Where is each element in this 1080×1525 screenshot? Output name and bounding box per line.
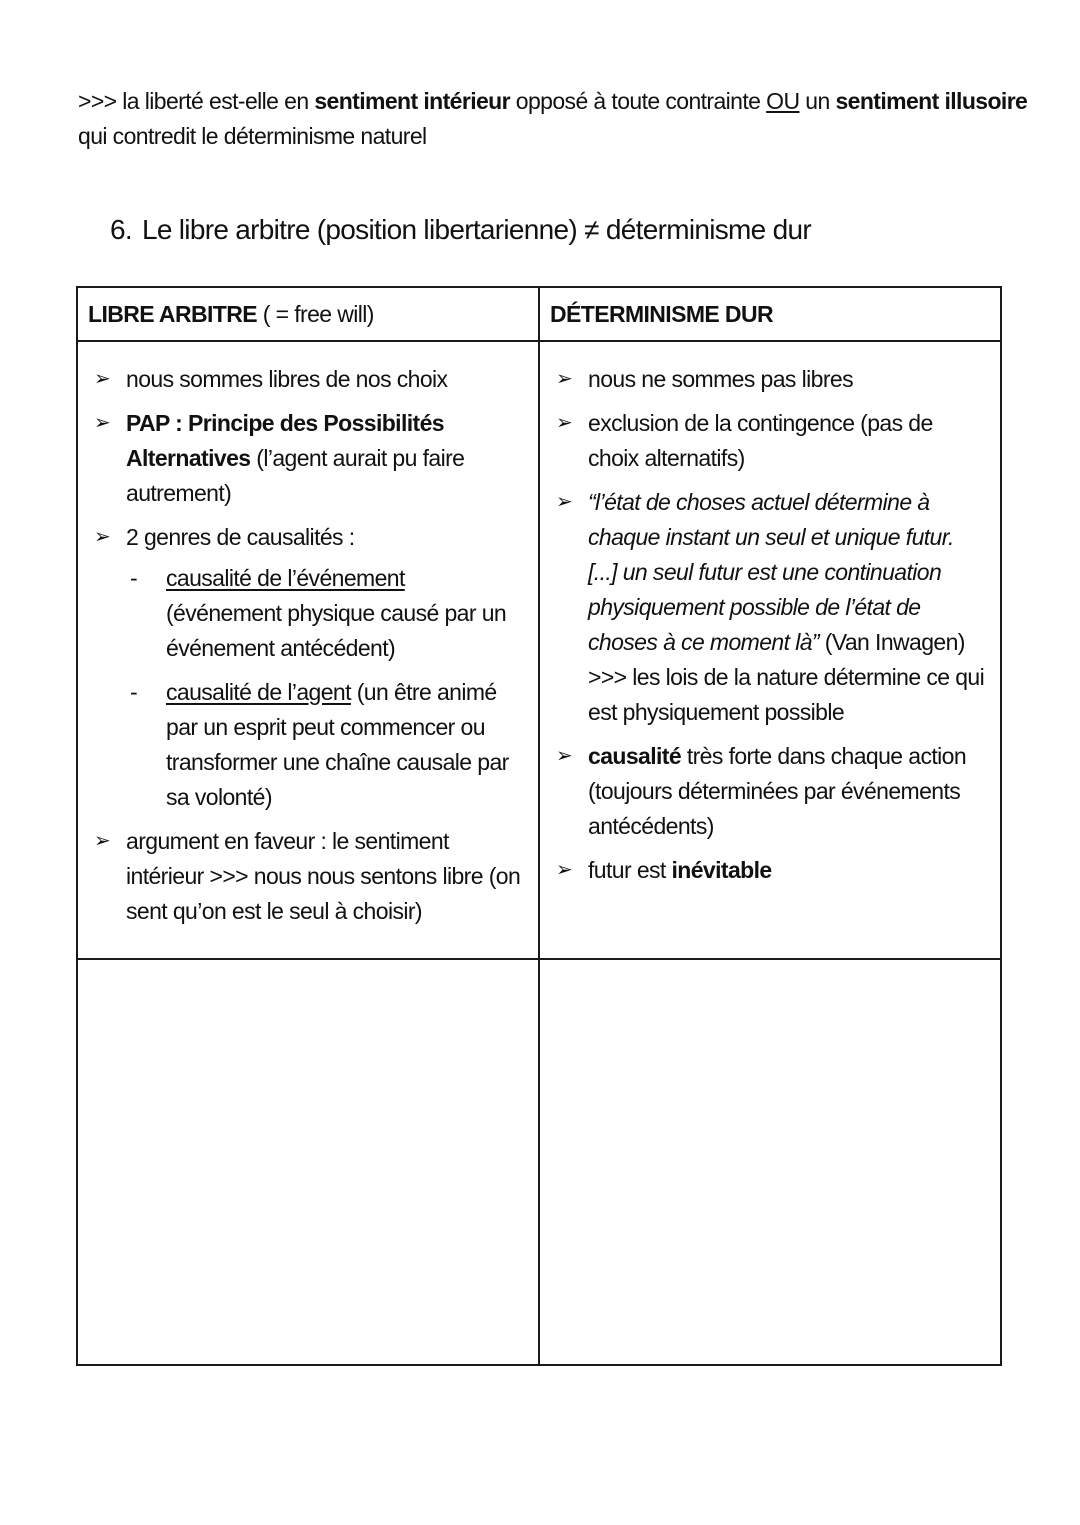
intro-underlined-or: OU bbox=[766, 88, 800, 114]
arrowhead-bullet-icon: ➢ bbox=[556, 368, 573, 390]
sub-list-item bbox=[94, 675, 524, 815]
empty-cell-right bbox=[539, 959, 1001, 1365]
quote-text: “l’état de choses actuel détermine à chaque instant un seul et unique futur. [...] un seul futur est une continuation physiquement possible de l’état de choses à ce moment là” bbox=[588, 489, 954, 655]
header-label-rest: ( = free will) bbox=[256, 301, 374, 327]
list-item-text: nous sommes libres de nos choix bbox=[126, 366, 448, 392]
table-content-row bbox=[77, 341, 1001, 959]
arrowhead-bullet-icon: ➢ bbox=[556, 859, 573, 881]
sub-item-underlined: causalité de l’événement bbox=[166, 565, 405, 591]
arrowhead-bullet-icon: ➢ bbox=[94, 368, 111, 390]
table-empty-row bbox=[77, 959, 1001, 1365]
dash-bullet: - bbox=[130, 679, 138, 705]
free-will-cell bbox=[77, 341, 539, 959]
intro-bold-inner-feeling: sentiment intérieur bbox=[314, 88, 510, 114]
intro-text: opposé à toute contrainte bbox=[509, 88, 767, 114]
list-item bbox=[556, 853, 986, 888]
empty-cell-left bbox=[77, 959, 539, 1365]
list-item-text: 2 genres de causalités : bbox=[126, 524, 355, 550]
sub-item-text: (un être animé par un esprit peut commencer ou transformer une chaîne causale par sa volonté) bbox=[166, 679, 509, 810]
sub-item-underlined: causalité de l’agent bbox=[166, 679, 351, 705]
sub-item-text: (événement physique causé par un événement antécédent) bbox=[166, 600, 507, 661]
arrowhead-bullet-icon: ➢ bbox=[556, 491, 573, 513]
header-free-will bbox=[77, 287, 539, 341]
list-item bbox=[556, 362, 986, 397]
header-label-bold: LIBRE ARBITRE bbox=[88, 301, 257, 327]
list-item-text: très forte dans chaque action (toujours déterminées par événements antécédents) bbox=[588, 743, 967, 839]
arrowhead-bullet-icon: ➢ bbox=[556, 745, 573, 767]
list-item-text: argument en faveur : le sentiment intérieur >>> nous nous sentons libre (on sent qu’on est le seul à choisir) bbox=[126, 828, 521, 924]
intro-text: qui contredit le déterminisme naturel bbox=[78, 123, 427, 149]
arrowhead-bullet-icon: ➢ bbox=[94, 412, 111, 434]
hard-determinism-cell bbox=[539, 341, 1001, 959]
table-header-row bbox=[77, 287, 1001, 341]
quote-author: (Van Inwagen) bbox=[818, 629, 965, 655]
section-heading bbox=[110, 210, 811, 250]
list-item-text: exclusion de la contingence (pas de choix alternatifs) bbox=[588, 410, 933, 471]
intro-prefix: >>> la liberté est-elle en bbox=[78, 88, 315, 114]
list-item-text: (l’agent aurait pu faire autrement) bbox=[126, 445, 465, 506]
list-item bbox=[94, 362, 524, 397]
list-item bbox=[556, 739, 986, 844]
intro-text: un bbox=[799, 88, 836, 114]
header-hard-determinism bbox=[539, 287, 1001, 341]
list-item-quote bbox=[556, 485, 986, 730]
dash-bullet: - bbox=[130, 565, 138, 591]
list-item-bold: inévitable bbox=[671, 857, 772, 883]
comparison-table bbox=[76, 286, 1002, 1366]
section-number: 6. bbox=[110, 214, 132, 245]
sub-list-item bbox=[94, 561, 524, 666]
intro-question bbox=[78, 84, 1038, 154]
header-label-bold: DÉTERMINISME DUR bbox=[550, 301, 773, 327]
list-item bbox=[94, 406, 524, 511]
arrowhead-bullet-icon: ➢ bbox=[94, 526, 111, 548]
arrowhead-bullet-icon: ➢ bbox=[556, 412, 573, 434]
section-title: Le libre arbitre (position libertarienne) ≠ déterminisme dur bbox=[141, 214, 811, 245]
list-item-text: nous ne sommes pas libres bbox=[588, 366, 853, 392]
arrowhead-bullet-icon: ➢ bbox=[94, 830, 111, 852]
list-item bbox=[94, 520, 524, 555]
list-item bbox=[94, 824, 524, 929]
intro-bold-illusory: sentiment illusoire bbox=[835, 88, 1028, 114]
list-item-text: futur est bbox=[588, 857, 672, 883]
list-item-bold: causalité bbox=[588, 743, 682, 769]
list-item-text: >>> les lois de la nature détermine ce qui est physiquement possible bbox=[588, 664, 985, 725]
list-item-bold: PAP : Principe des Possibilités Alternatives bbox=[126, 410, 444, 471]
list-item bbox=[556, 406, 986, 476]
